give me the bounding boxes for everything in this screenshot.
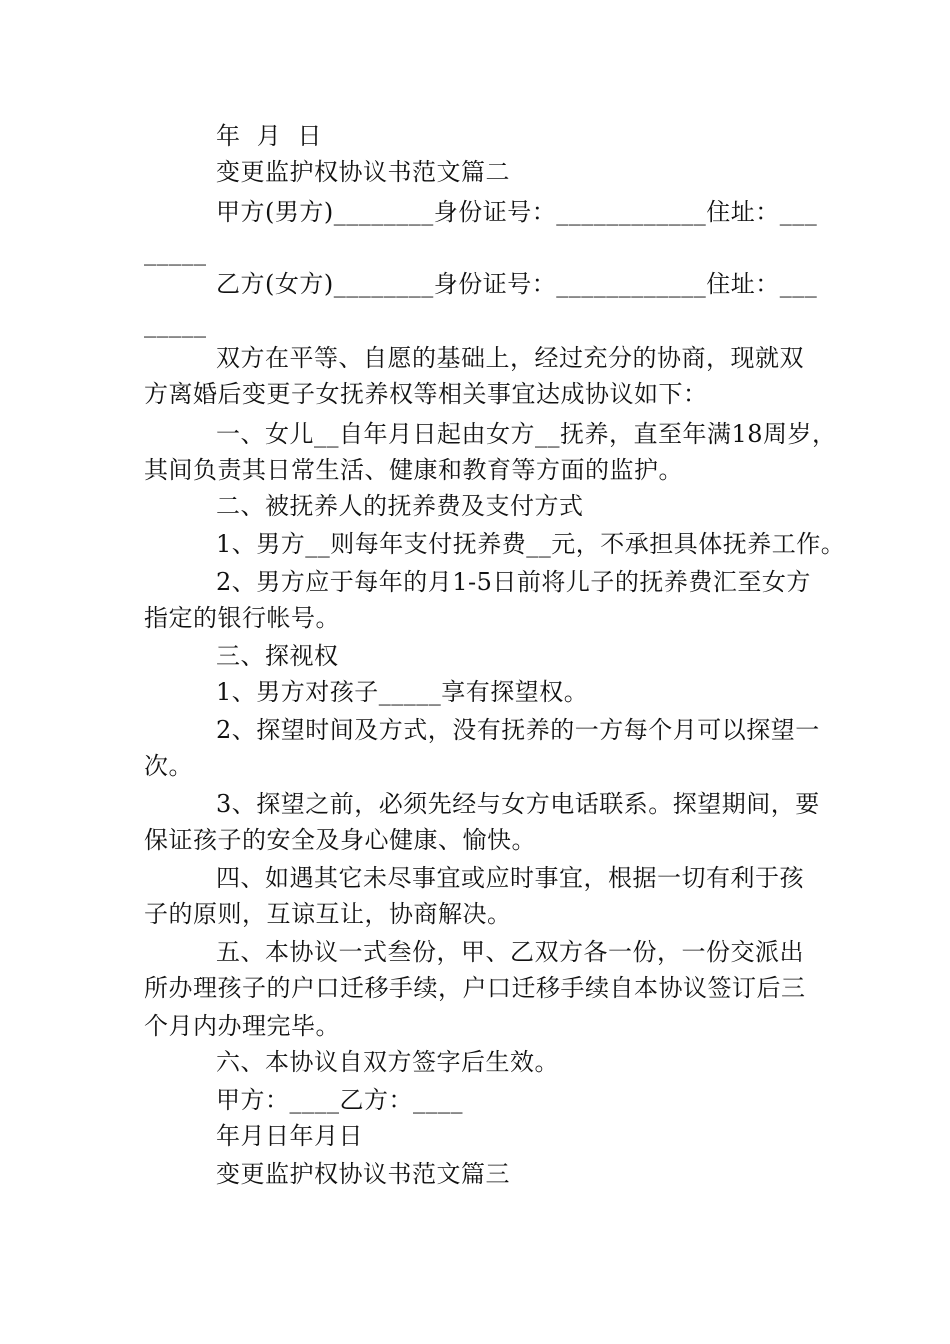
- clause-3-item-1: 1、男方对孩子_____享有探望权。: [216, 678, 589, 706]
- clause-2-heading: 二、被抚养人的抚养费及支付方式: [216, 492, 584, 520]
- signature-line: 甲方：____乙方：____: [216, 1086, 463, 1114]
- signature-date-line: 年月日年月日: [216, 1122, 363, 1150]
- clause-1-line-1: 一、女儿__自年月日起由女方__抚养，直至年满18周岁，: [216, 420, 837, 448]
- party-b-line: 乙方(女方)________身份证号：____________住址：___: [216, 270, 818, 298]
- clause-3-item-2-line-2: 次。: [144, 752, 193, 780]
- clause-5-line-3: 个月内办理完毕。: [144, 1012, 340, 1040]
- preamble-line-2: 方离婚后变更子女抚养权等相关事宜达成协议如下：: [144, 380, 708, 408]
- clause-6: 六、本协议自双方签字后生效。: [216, 1048, 559, 1076]
- clause-5-line-2: 所办理孩子的户口迁移手续，户口迁移手续自本协议签订后三: [144, 974, 806, 1002]
- party-a-line-cont: _____: [144, 238, 207, 266]
- date-line: 年 月 日: [216, 122, 323, 150]
- clause-1-line-2: 其间负责其日常生活、健康和教育等方面的监护。: [144, 456, 683, 484]
- party-b-line-cont: _____: [144, 310, 207, 338]
- clause-3-heading: 三、探视权: [216, 642, 339, 670]
- clause-2-item-1: 1、男方__则每年支付抚养费__元，不承担具体抚养工作。: [216, 530, 846, 558]
- clause-3-item-3-line-1: 3、探望之前，必须先经与女方电话联系。探望期间，要: [216, 790, 820, 818]
- section-title-3: 变更监护权协议书范文篇三: [216, 1160, 510, 1188]
- clause-4-line-1: 四、如遇其它未尽事宜或应时事宜，根据一切有利于孩: [216, 864, 804, 892]
- preamble-line-1: 双方在平等、自愿的基础上，经过充分的协商，现就双: [216, 344, 804, 372]
- clause-5-line-1: 五、本协议一式叁份，甲、乙双方各一份，一份交派出: [216, 938, 804, 966]
- clause-2-item-2-line-1: 2、男方应于每年的月1-5日前将儿子的抚养费汇至女方: [216, 568, 811, 596]
- clause-3-item-2-line-1: 2、探望时间及方式，没有抚养的一方每个月可以探望一: [216, 716, 820, 744]
- clause-2-item-2-line-2: 指定的银行帐号。: [144, 604, 340, 632]
- section-title-2: 变更监护权协议书范文篇二: [216, 158, 510, 186]
- party-a-line: 甲方(男方)________身份证号：____________住址：___: [216, 198, 818, 226]
- clause-3-item-3-line-2: 保证孩子的安全及身心健康、愉快。: [144, 826, 536, 854]
- clause-4-line-2: 子的原则，互谅互让，协商解决。: [144, 900, 512, 928]
